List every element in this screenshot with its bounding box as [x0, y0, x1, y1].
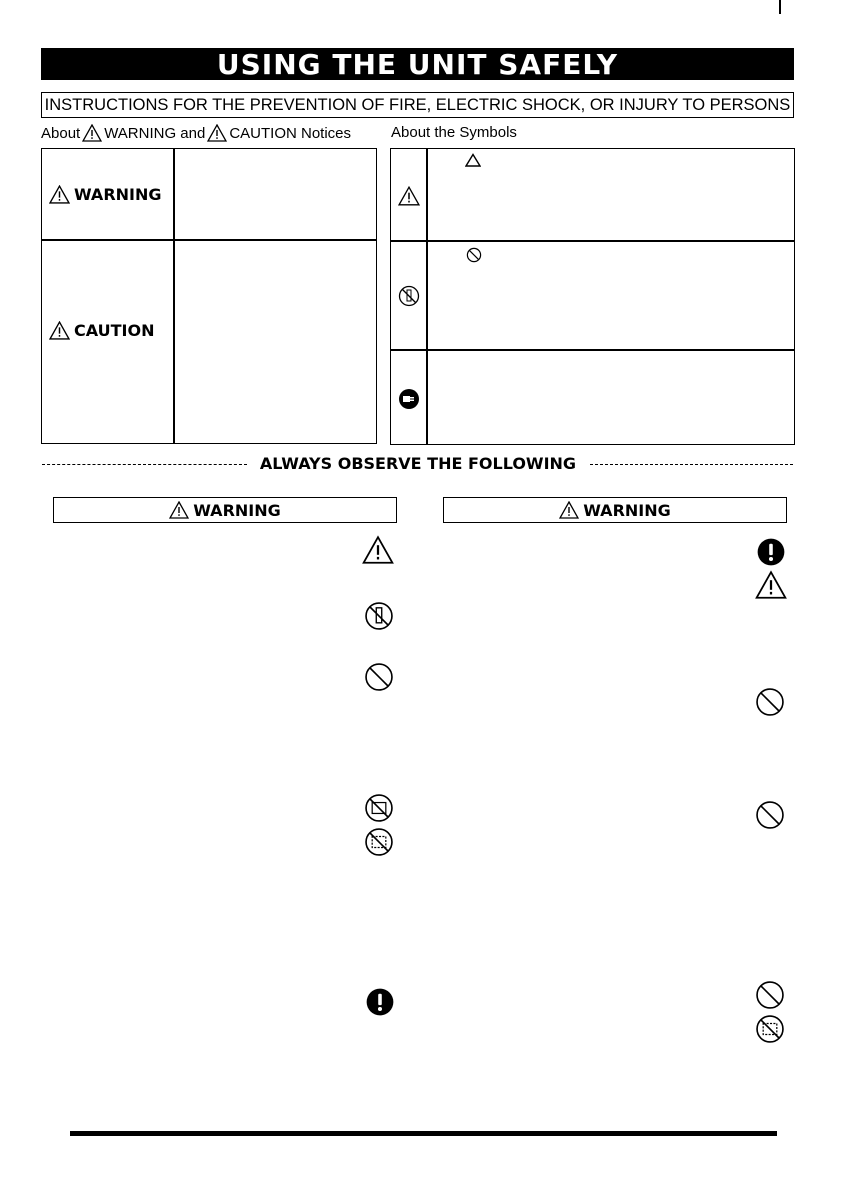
prohibited-icon [364, 662, 394, 692]
caution-badge-label: CAUTION [74, 321, 155, 340]
caution-triangle-icon [755, 570, 787, 600]
warning-triangle-icon [82, 124, 102, 142]
prohibited-icon [755, 687, 785, 717]
instructions-heading-text: INSTRUCTIONS FOR THE PREVENTION OF FIRE, ELECTRIC SHOCK, OR INJURY TO PERSONS [44, 95, 791, 114]
prohibited-icon [755, 980, 785, 1010]
prohibited-icon [755, 800, 785, 830]
do-not-get-wet-icon [364, 827, 394, 857]
page-title [41, 48, 794, 80]
notices-heading [41, 124, 351, 142]
warning-badge [49, 185, 162, 204]
right-warning-badge [559, 501, 671, 520]
left-warning-badge [169, 501, 281, 520]
notices-about-label: About [41, 124, 81, 142]
do-not-get-wet-icon [755, 1014, 785, 1044]
always-observe-heading [250, 454, 586, 473]
page-title-text: USING THE UNIT SAFELY [216, 47, 619, 81]
mandatory-action-icon [757, 538, 785, 566]
notices-warning-label: WARNING and [104, 124, 206, 142]
footer-rule [70, 1131, 777, 1136]
do-not-use-in-water-icon [364, 793, 394, 823]
divider-right [590, 464, 793, 465]
unplug-power-icon [398, 388, 420, 410]
always-observe-text: ALWAYS OBSERVE THE FOLLOWING [259, 454, 577, 473]
mandatory-action-icon [366, 988, 394, 1016]
notices-table [41, 148, 377, 444]
caution-badge [49, 321, 154, 340]
caution-triangle-icon [362, 535, 394, 565]
instructions-heading [41, 92, 794, 118]
caution-badge-icon [49, 321, 70, 340]
do-not-disassemble-icon [364, 601, 394, 631]
small-triangle-icon [465, 153, 481, 167]
left-warning-header [53, 497, 397, 523]
notices-caution-label: CAUTION Notices [229, 124, 352, 142]
caution-symbol-icon [398, 186, 420, 206]
corner-mark [779, 0, 781, 14]
warning-badge-icon [49, 185, 70, 204]
prohibited-circle-icon [466, 247, 482, 263]
do-not-disassemble-icon [398, 285, 420, 307]
left-warning-label: WARNING [193, 500, 281, 520]
warning-badge-label: WARNING [74, 185, 162, 204]
right-warning-icon [559, 501, 579, 519]
caution-triangle-icon [207, 124, 227, 142]
right-warning-label: WARNING [583, 500, 671, 520]
right-warning-header [443, 497, 787, 523]
symbols-heading-text: About the Symbols [391, 124, 517, 141]
symbols-table [390, 148, 795, 445]
divider-left [42, 464, 247, 465]
left-warning-icon [169, 501, 189, 519]
symbols-heading [391, 124, 517, 141]
